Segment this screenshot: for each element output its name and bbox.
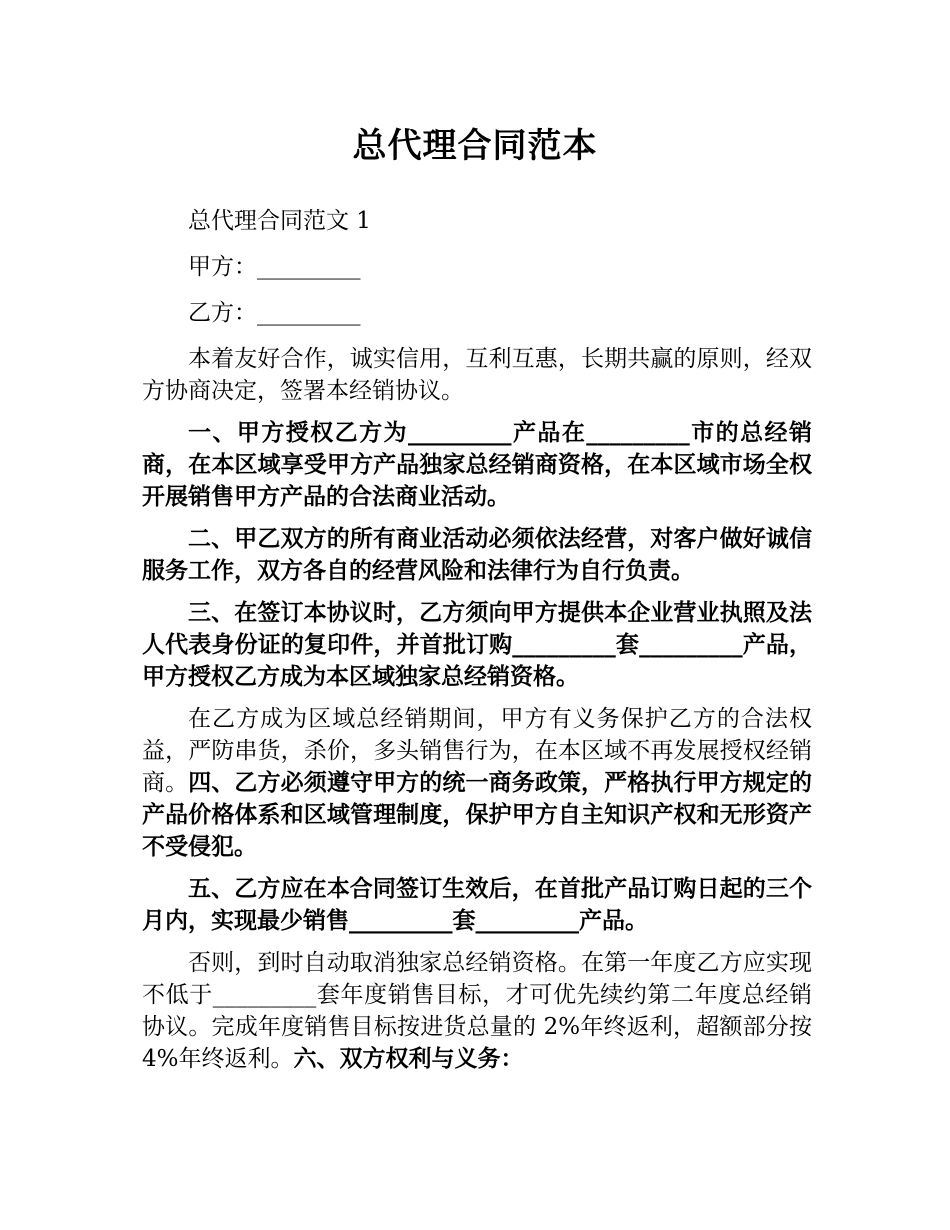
party-a-line: 甲方：_________ xyxy=(188,254,361,280)
target-text: 否则，到时自动取消独家总经销资格。在第一年度乙方应实现不低于_________套年度销售目标，才可优先续约第二年度总经销协议。完成年度销售目标按进货总量的 2%年终返利，超额部分按 4%年终返利。 xyxy=(142,950,812,1072)
clause-4: 四、乙方必须遵守甲方的统一商务政策，严格执行甲方规定的产品价格体系和区域管理制度，保护甲方自主知识产权和无形资产不受侵犯。 xyxy=(142,770,813,860)
protection-text: 在乙方成为区域总经销期间，甲方有义务保护乙方的合法权益，严防串货，杀价，多头销售行为，在本区域不再发展授权经销商。 xyxy=(142,706,812,796)
clause-1: 一、甲方授权乙方为_________产品在_________市的总经销商，在本区域享受甲方产品独家总经销商资格，在本区域市场全权开展销售甲方产品的合法商业活动。 xyxy=(142,420,812,510)
party-b-line: 乙方：_________ xyxy=(188,300,361,326)
intro-paragraph: 本着友好合作，诚实信用，互利互惠，长期共赢的原则，经双方协商决定，签署本经销协议。 xyxy=(142,346,812,404)
clause-5: 五、乙方应在本合同签订生效后，在首批产品订购日起的三个月内，实现最少销售_________套_________产品。 xyxy=(142,876,812,934)
clause-2: 二、甲乙双方的所有商业活动必须依法经营，对客户做好诚信服务工作，双方各自的经营风险和法律行为自行负责。 xyxy=(142,526,812,584)
document-subtitle: 总代理合同范文 1 xyxy=(188,208,371,234)
clause-6-heading: 六、双方权利与义务： xyxy=(293,1046,524,1072)
target-paragraph xyxy=(142,947,812,1075)
clause-3: 三、在签订本协议时，乙方须向甲方提供本企业营业执照及法人代表身份证的复印件，并首批订购_________套_________产品，甲方授权乙方成为本区域独家总经销资格。 xyxy=(142,600,812,690)
document-body xyxy=(142,205,812,1075)
document-title: 总代理合同范本 xyxy=(352,126,598,166)
protection-paragraph xyxy=(142,703,812,863)
